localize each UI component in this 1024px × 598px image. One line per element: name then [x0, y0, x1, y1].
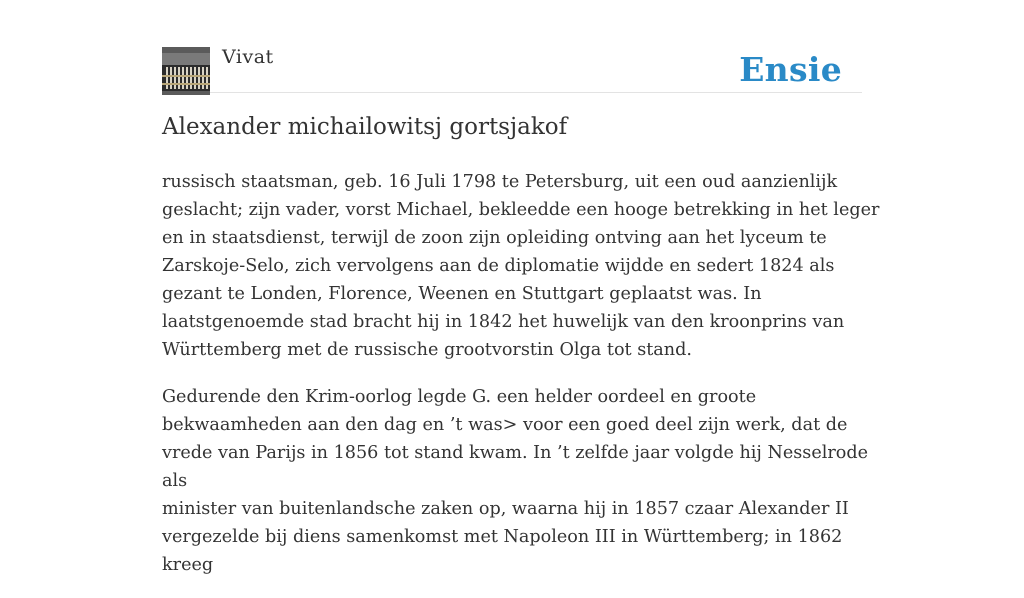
text-line: geslacht; zijn vader, vorst Michael, bekleedde een hooge betrekking in het leger [162, 200, 880, 220]
text-line: en in staatsdienst, terwijl de zoon zijn opleiding ontving aan het lyceum te [162, 228, 827, 248]
paragraph [162, 168, 882, 364]
book-shelf-icon [162, 47, 210, 95]
source-name[interactable]: Vivat [222, 46, 274, 68]
article-title: Alexander michailowitsj gortsjakof [162, 114, 568, 140]
text-line: vrede van Parijs in 1856 tot stand kwam. In ’t zelfde jaar volgde hij Nesselrode als [162, 443, 869, 491]
ensie-logo[interactable]: Ensie [739, 50, 842, 89]
text-line: Württemberg met de russische grootvorstin Olga tot stand. [162, 340, 692, 360]
text-line: Gedurende den Krim-oorlog legde G. een helder oordeel en groote [162, 387, 757, 407]
article-body [162, 168, 882, 598]
header [162, 0, 862, 93]
article-container [162, 0, 880, 575]
paragraph [162, 383, 882, 579]
text-line: Zarskoje-Selo, zich vervolgens aan de diplomatie wijdde en sedert 1824 als [162, 256, 835, 276]
text-line: gezant te Londen, Florence, Weenen en Stuttgart geplaatst was. In [162, 284, 762, 304]
source-avatar[interactable] [162, 47, 210, 95]
text-line: minister van buitenlandsche zaken op, waarna hij in 1857 czaar Alexander II [162, 499, 849, 519]
text-line: laatstgenoemde stad bracht hij in 1842 het huwelijk van den kroonprins van [162, 312, 845, 332]
text-line: russisch staatsman, geb. 16 Juli 1798 te Petersburg, uit een oud aanzienlijk [162, 172, 838, 192]
text-line: bekwaamheden aan den dag en ’t was> voor een goed deel zijn werk, dat de [162, 415, 848, 435]
text-line: vergezelde bij diens samenkomst met Napoleon III in Württemberg; in 1862 kreeg [162, 527, 843, 575]
